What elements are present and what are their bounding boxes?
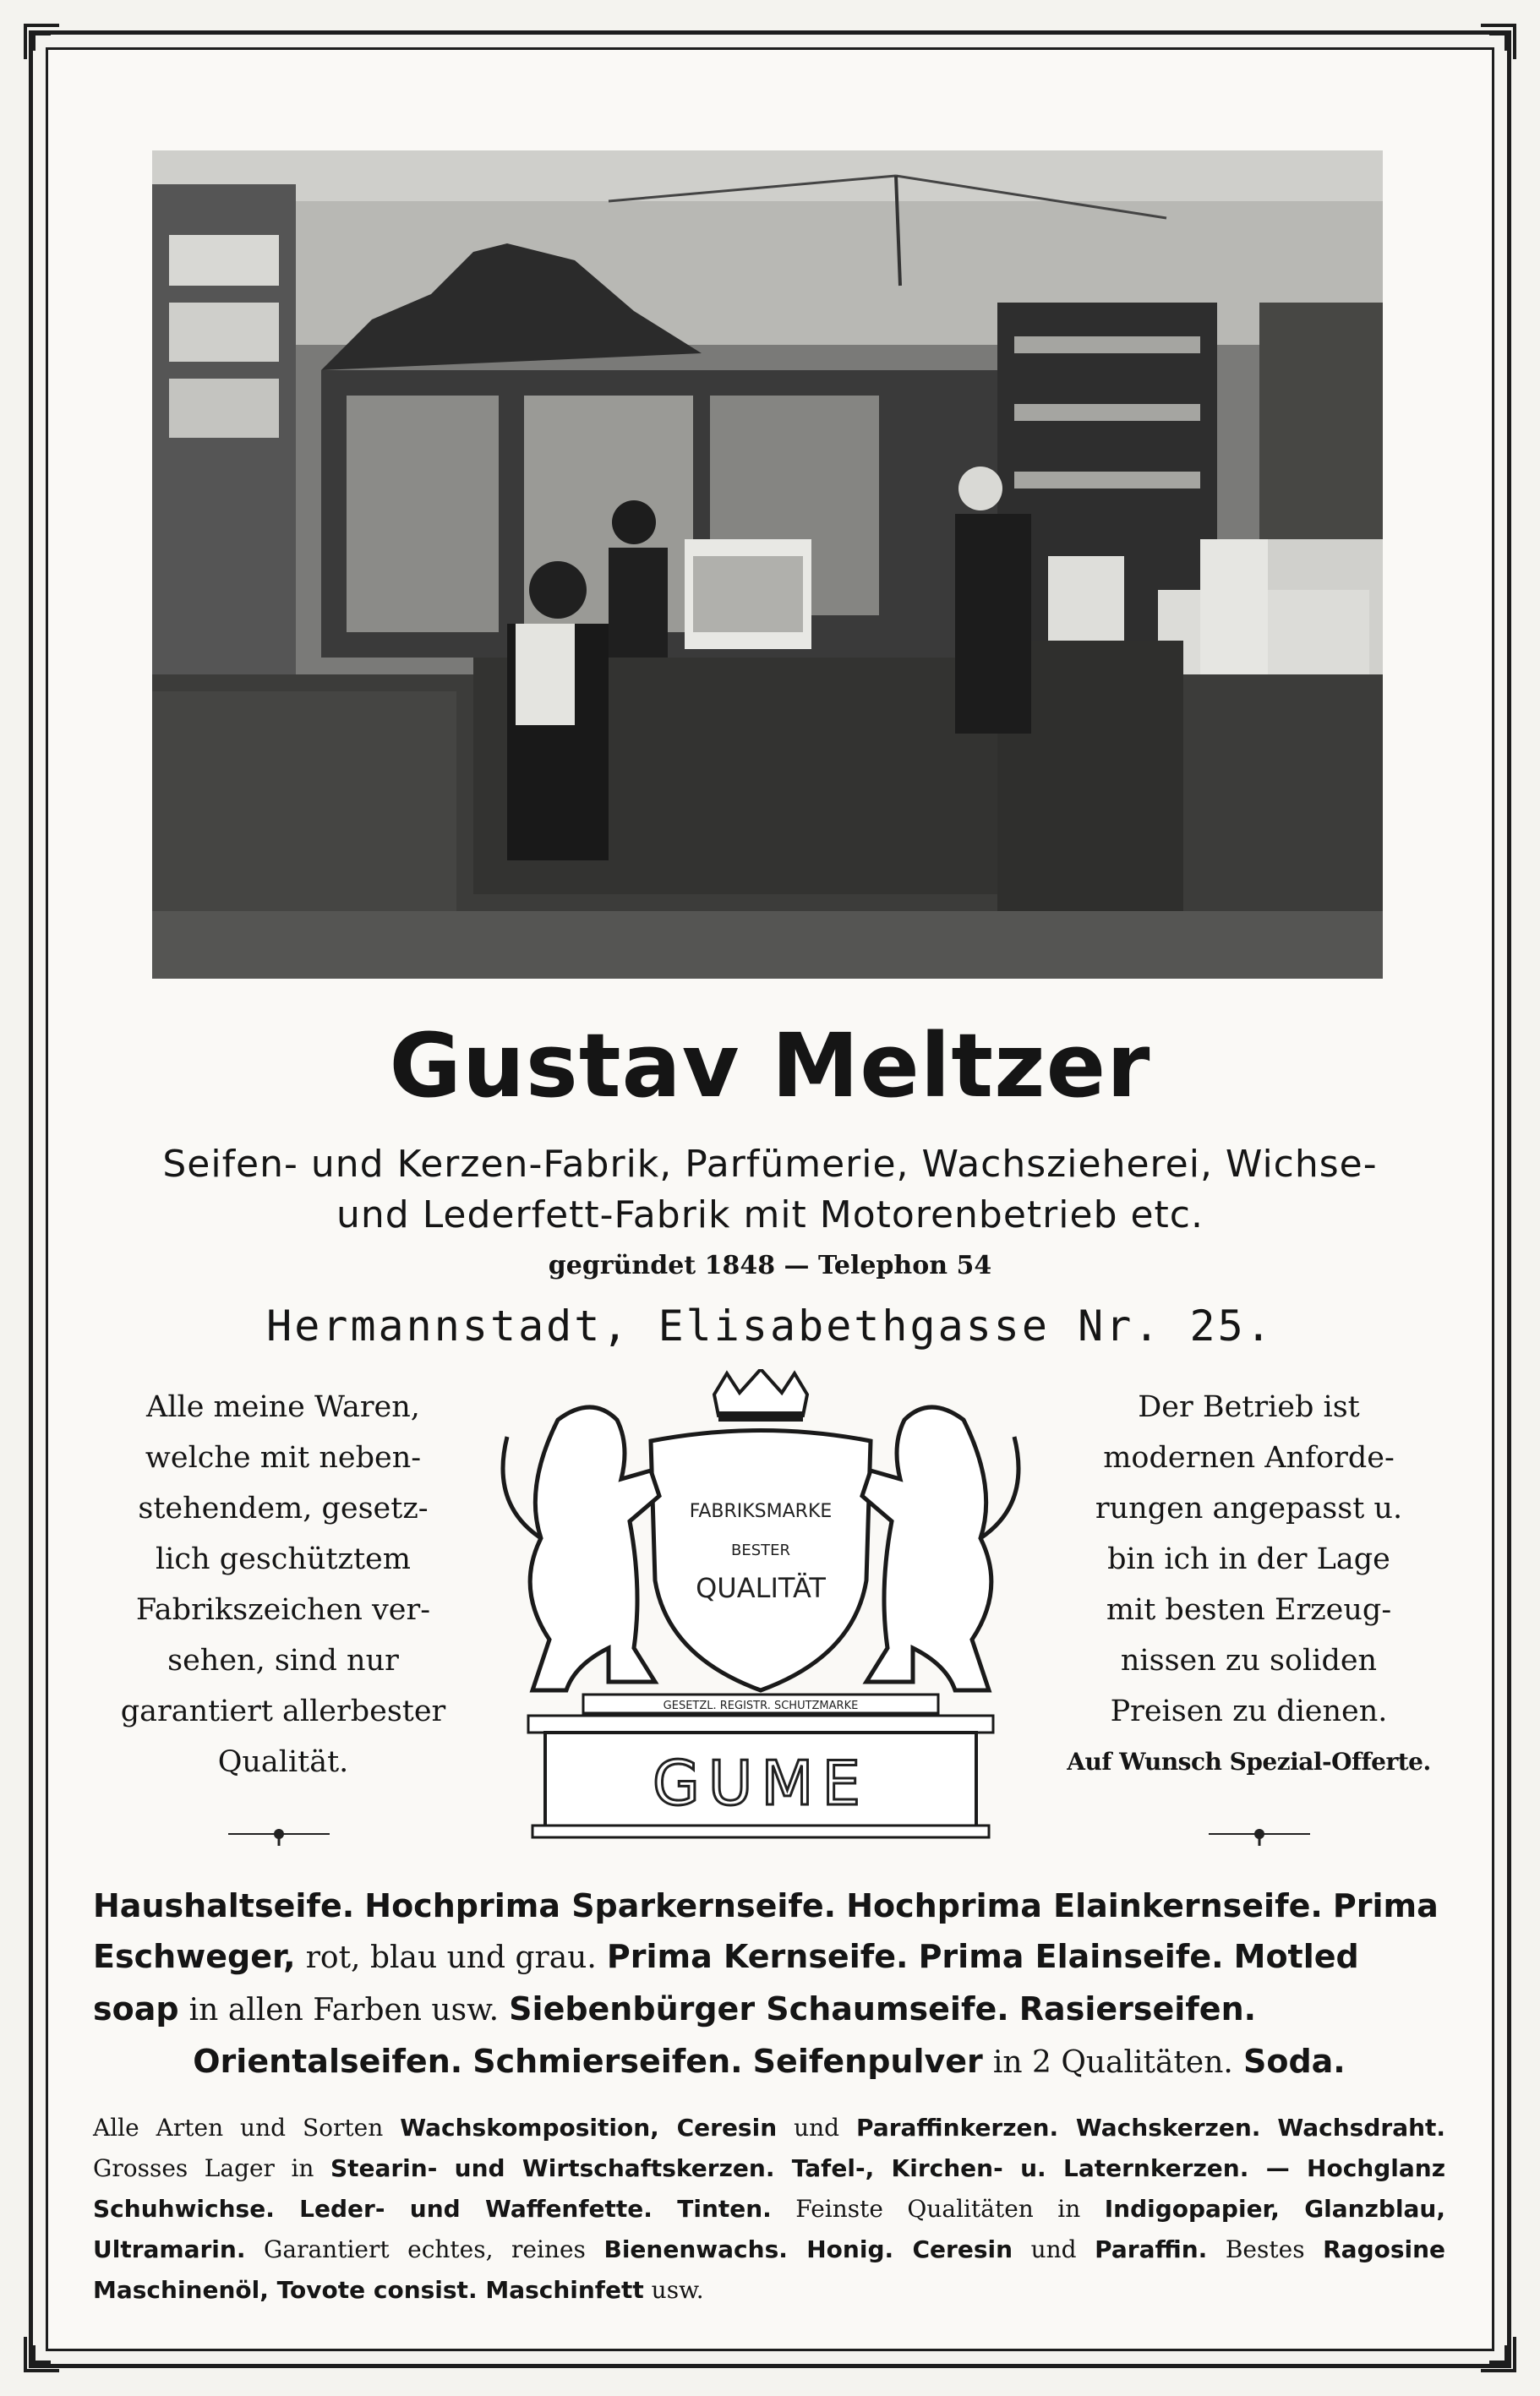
special-offer-note: Auf Wunsch Spezial-Offerte. bbox=[1067, 1748, 1431, 1776]
product-item: Prima Kernseife. bbox=[606, 1938, 909, 1975]
quality-line: Fabrikszeichen ver- bbox=[135, 1593, 431, 1627]
product-detail: in allen Farben usw. bbox=[188, 1993, 500, 2028]
divider-ornament-left bbox=[228, 1826, 330, 1846]
product-item: Eschweger, bbox=[93, 1938, 296, 1975]
small-item: Indigopapier, Glanzblau, Ultramarin. bbox=[93, 2195, 1446, 2263]
shield-icon bbox=[651, 1431, 871, 1691]
small-text: Alle Arten und Sorten bbox=[93, 2114, 384, 2142]
small-text: Grosses Lager in bbox=[93, 2154, 314, 2182]
founded-telephone: gegründet 1848 — Telephon 54 bbox=[548, 1251, 992, 1280]
address: Hermannstadt, Elisabethgasse Nr. 25. bbox=[266, 1302, 1274, 1351]
product-detail: rot, blau und grau. bbox=[305, 1940, 597, 1975]
small-item: Bienenwachs. Honig. Ceresin bbox=[603, 2235, 1013, 2263]
product-detail: in 2 Qualitäten. bbox=[992, 2045, 1233, 2080]
lion-right-icon bbox=[862, 1407, 1018, 1690]
product-item: Schmierseifen. bbox=[472, 2043, 743, 2080]
small-item: Stearin- und Wirtschaftskerzen. Tafel-, Kirchen- u. Laternkerzen. — Hochglanz Schuhwichse. Leder- und Waffenfette. Tinten. bbox=[93, 2154, 1446, 2223]
small-text: usw. bbox=[651, 2276, 704, 2304]
crown-icon bbox=[714, 1369, 807, 1422]
operation-line: Der Betrieb ist bbox=[1138, 1390, 1360, 1424]
quality-statement bbox=[85, 1382, 482, 1787]
company-description-line-1: Seifen- und Kerzen-Fabrik, Parfümerie, Wachszieherei, Wichse- bbox=[162, 1143, 1378, 1186]
quality-line: stehendem, gesetz- bbox=[138, 1492, 429, 1525]
product-item: Prima Elainseife. bbox=[918, 1938, 1224, 1975]
operation-line: bin ich in der Lage bbox=[1107, 1542, 1390, 1576]
quality-line: Alle meine Waren, bbox=[146, 1390, 420, 1424]
small-item: Paraffin. bbox=[1095, 2235, 1208, 2263]
small-item: Wachskomposition, Ceresin bbox=[400, 2114, 778, 2142]
operation-line: nissen zu soliden bbox=[1120, 1644, 1378, 1678]
divider-ornament-right bbox=[1209, 1826, 1310, 1846]
operation-line: mit besten Erzeug- bbox=[1106, 1593, 1392, 1627]
small-text: und bbox=[794, 2114, 840, 2142]
corner-ornament-top-right bbox=[1472, 17, 1523, 68]
product-item: Orientalseifen. bbox=[193, 2043, 463, 2080]
shield-text-2: BESTER bbox=[730, 1542, 791, 1559]
product-item: Rasierseifen. bbox=[1018, 1990, 1257, 2028]
trademark-banner: GESETZL. REGISTR. SCHUTZMARKE bbox=[663, 1700, 859, 1712]
small-text: Bestes bbox=[1225, 2235, 1305, 2263]
operation-line: Preisen zu dienen. bbox=[1110, 1695, 1388, 1728]
product-item: Motled bbox=[1233, 1938, 1359, 1975]
operation-line: rungen angepasst u. bbox=[1095, 1492, 1403, 1525]
product-line bbox=[93, 2036, 1445, 2088]
small-text: und bbox=[1030, 2235, 1077, 2263]
operation-statement bbox=[1048, 1382, 1450, 1787]
product-item: Soda. bbox=[1242, 2043, 1346, 2080]
small-text: Feinste Qualitäten in bbox=[795, 2195, 1081, 2223]
product-list bbox=[93, 1880, 1445, 2088]
product-line bbox=[93, 1984, 1445, 2036]
quality-line: Qualität. bbox=[217, 1745, 349, 1779]
small-item: Ragosine Maschinenöl, Tovote consist. Maschinfett bbox=[93, 2235, 1446, 2304]
quality-line: welche mit neben- bbox=[145, 1441, 422, 1475]
corner-ornament-bottom-right bbox=[1472, 2328, 1523, 2379]
quality-line: garantiert allerbester bbox=[120, 1695, 446, 1728]
product-item: Siebenbürger Schaumseife. bbox=[509, 1990, 1009, 2028]
shield-text-3: QUALITÄT bbox=[696, 1572, 826, 1604]
operation-line: modernen Anforde- bbox=[1103, 1441, 1395, 1475]
quality-line: lich geschütztem bbox=[156, 1542, 411, 1576]
product-item: Hochprima Sparkernseife. bbox=[364, 1887, 837, 1924]
trademark-logo bbox=[482, 1369, 1040, 1842]
company-description-line-2: und Lederfett-Fabrik mit Motorenbetrieb etc. bbox=[336, 1193, 1204, 1236]
product-item: soap bbox=[93, 1990, 179, 2028]
product-item: Seifenpulver bbox=[752, 2043, 983, 2080]
brand-name-gume: GUME bbox=[652, 1748, 870, 1819]
shield-text-1: FABRIKSMARKE bbox=[689, 1501, 833, 1522]
corner-ornament-bottom-left bbox=[17, 2328, 68, 2379]
small-text: Garantiert echtes, reines bbox=[264, 2235, 586, 2263]
product-line bbox=[93, 1880, 1445, 1931]
additional-products bbox=[93, 2108, 1445, 2311]
product-line bbox=[93, 1931, 1445, 1984]
company-name: Gustav Meltzer bbox=[389, 1014, 1151, 1117]
product-item: Haushaltseife. bbox=[93, 1887, 355, 1924]
small-item: Wachsdraht. bbox=[1277, 2114, 1446, 2142]
corner-ornament-top-left bbox=[17, 17, 68, 68]
small-item: Paraffinkerzen. Wachskerzen. bbox=[856, 2114, 1261, 2142]
quality-line: sehen, sind nur bbox=[167, 1644, 399, 1678]
shop-interior-photo bbox=[152, 150, 1383, 979]
lion-left-icon bbox=[503, 1407, 659, 1690]
product-item: Hochprima Elainkernseife. bbox=[846, 1887, 1323, 1924]
product-item: Prima bbox=[1332, 1887, 1439, 1924]
